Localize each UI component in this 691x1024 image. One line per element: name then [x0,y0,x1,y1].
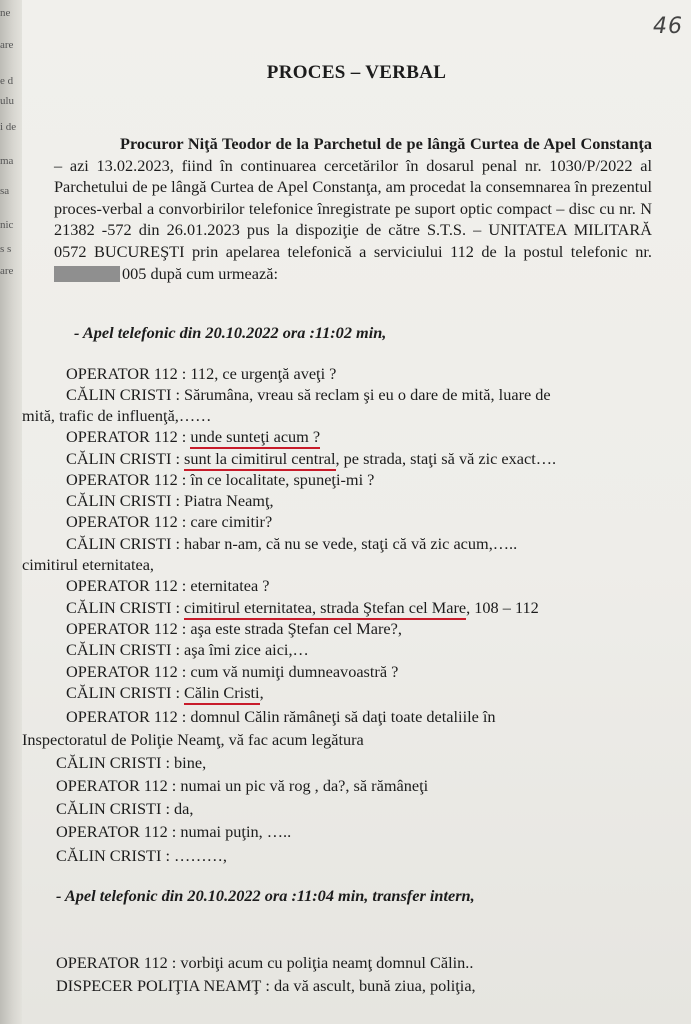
transcript-line: OPERATOR 112 : care cimitir? [66,512,273,531]
intro-paragraph [54,133,652,284]
speaker-operator: OPERATOR 112 : [66,427,191,446]
document-page [22,0,691,1024]
transcript-line: OPERATOR 112 : vorbiţi acum cu poliţia neamţ domnul Călin.. [56,953,474,972]
call1-heading: - Apel telefonic din 20.10.2022 ora :11:02 min, [74,323,387,342]
underlined-phrase: cimitirul eternitatea, strada Ştefan cel Mare [184,598,466,620]
transcript-line: mită, trafic de influenţă,…… [22,406,212,425]
transcript-line: cimitirul eternitatea, [22,555,154,574]
line-rest: , 108 – 112 [466,598,539,617]
transcript-line: Inspectoratul de Poliţie Neamţ, vă fac acum legătura [22,730,364,749]
underlined-phrase: Călin Cristi [184,683,260,705]
transcript-line: OPERATOR 112 : numai un pic vă rog , da?, să rămâneţi [56,776,429,795]
transcript-line [66,448,556,470]
transcript-line: DISPECER POLIŢIA NEAMŢ : da vă ascult, bună ziua, poliţia, [56,976,476,995]
adjacent-page-edge: ne are e d ulu i de ma sa nic s s are [0,0,22,1024]
intro-phone-suffix: 005 [122,263,147,283]
transcript-line: OPERATOR 112 : domnul Călin rămâneţi să daţi toate detaliile în [66,707,496,726]
transcript-line: CĂLIN CRISTI : Piatra Neamţ, [66,491,274,510]
line-rest: , pe strada, staţi să vă zic exact…. [335,449,557,468]
underlined-phrase: unde sunteţi acum ? [190,427,320,449]
intro-text: – azi 13.02.2023, fiind în continuarea cercetărilor în dosarul penal nr. 1030/P/2022 al Parchetului de pe lângă Curtea de Apel Constanţa, am procedat la consemnarea în prezentul proces-verbal a convorbirilor telefonice înregistrate pe suport optic compact – disc cu nr. N 21382 -572 din 26.01.2023 pus la dispoziţie de către S.T.S. – UNITATEA MILITARĂ 0572 BUCUREŞTI prin apelarea telefonică a serviciului 112 de la postul telefonic nr. [54,155,652,261]
transcript-line: CĂLIN CRISTI : da, [56,799,194,818]
transcript-line [66,426,320,448]
underlined-phrase: sunt la cimitirul central [184,449,335,471]
intro-text-end: după cum urmează: [146,263,278,283]
intro-prosecutor: Procuror Niţă Teodor de la Parchetul de pe lângă Curtea de Apel Constanţa [120,134,652,153]
transcript-line: OPERATOR 112 : cum vă numiţi dumneavoastră ? [66,662,399,681]
speaker-calin: CĂLIN CRISTI : [66,683,185,702]
transcript-line: CĂLIN CRISTI : Sărumâna, vreau să reclam şi eu o dare de mită, luare de [66,385,551,404]
transcript-line: OPERATOR 112 : 112, ce urgenţă aveţi ? [66,364,337,383]
transcript-line: OPERATOR 112 : aşa este strada Ştefan cel Mare?, [66,619,402,638]
line-rest: , [259,683,264,702]
transcript-line [66,597,539,619]
redacted-phone-block [54,266,120,282]
call2-heading: - Apel telefonic din 20.10.2022 ora :11:04 min, transfer intern, [56,886,475,905]
transcript-line [66,682,264,704]
page-title: PROCES – VERBAL [266,62,447,83]
transcript-line: CĂLIN CRISTI : bine, [56,753,207,772]
transcript-line: CĂLIN CRISTI : ………, [56,846,227,865]
transcript-line: OPERATOR 112 : numai puţin, ….. [56,822,292,841]
transcript-line: OPERATOR 112 : eternitatea ? [66,576,270,595]
transcript-line: CĂLIN CRISTI : habar n-am, că nu se vede, staţi că vă zic acum,….. [66,534,518,553]
speaker-calin: CĂLIN CRISTI : [66,598,185,617]
transcript-line: CĂLIN CRISTI : aşa îmi zice aici,… [66,640,309,659]
transcript-line: OPERATOR 112 : în ce localitate, spuneţi-mi ? [66,470,375,489]
handwritten-page-number: 46 [653,14,683,39]
speaker-calin: CĂLIN CRISTI : [66,449,185,468]
